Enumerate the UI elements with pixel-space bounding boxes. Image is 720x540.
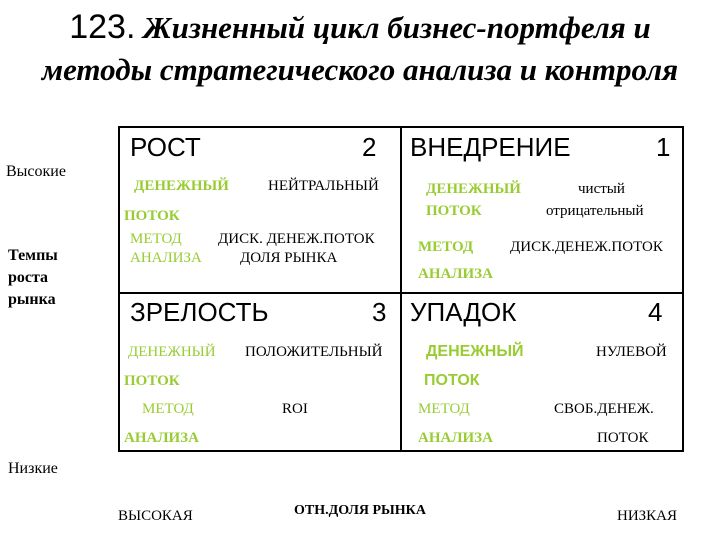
slide-title-line-1 <box>0 8 720 47</box>
growth-cash-flow-value: НЕЙТРАЛЬНЫЙ <box>268 178 379 194</box>
x-axis-title: ОТН.ДОЛЯ РЫНКА <box>294 503 426 518</box>
maturity-method-label-2: АНАЛИЗА <box>124 430 199 446</box>
y-axis-title-line-3: рынка <box>8 291 56 308</box>
maturity-cash-flow-value: ПОЛОЖИТЕЛЬНЫЙ <box>245 344 383 360</box>
maturity-cash-flow-label-1: ДЕНЕЖНЫЙ <box>128 344 216 360</box>
introduction-method-value: ДИСК.ДЕНЕЖ.ПОТОК <box>510 239 663 255</box>
introduction-cash-flow-value-2: отрицательный <box>546 203 644 219</box>
maturity-method-value: ROI <box>282 401 308 417</box>
introduction-method-label-1: МЕТОД <box>418 239 474 255</box>
maturity-cash-flow-label-2: ПОТОК <box>124 373 180 389</box>
x-axis-high-label: ВЫСОКАЯ <box>118 508 193 524</box>
introduction-cash-flow-label-2: ПОТОК <box>426 203 482 219</box>
maturity-method-label-1: МЕТОД <box>142 401 194 417</box>
growth-method-value-1: ДИСК. ДЕНЕЖ.ПОТОК <box>218 231 375 247</box>
y-axis-title <box>8 245 98 311</box>
decline-method-value-1: СВОБ.ДЕНЕЖ. <box>554 401 654 417</box>
growth-cash-flow-label-2: ПОТОК <box>124 208 180 224</box>
quadrant-growth-title: РОСТ <box>130 132 201 162</box>
y-axis-title-line-1: Темпы <box>8 247 58 264</box>
title-text-1: Жизненный цикл бизнес-портфеля и <box>143 10 651 45</box>
quadrant-introduction-title: ВНЕДРЕНИЕ <box>410 132 571 162</box>
decline-cash-flow-label-1: ДЕНЕЖНЫЙ <box>426 343 524 360</box>
introduction-method-label-2: АНАЛИЗА <box>418 266 493 282</box>
x-axis-low-label: НИЗКАЯ <box>617 508 678 524</box>
decline-method-value-2: ПОТОК <box>597 430 649 446</box>
growth-method-label-1: МЕТОД <box>130 231 182 247</box>
quadrant-maturity-number: 3 <box>372 297 387 327</box>
quadrant-decline-title: УПАДОК <box>410 297 517 327</box>
decline-method-label-1: МЕТОД <box>418 401 470 417</box>
y-axis-high-label: Высокие <box>6 163 66 180</box>
growth-method-value-2: ДОЛЯ РЫНКА <box>240 250 338 266</box>
slide-title-line-2: методы стратегического анализа и контроля <box>41 52 679 87</box>
decline-cash-flow-value: НУЛЕВОЙ <box>596 344 667 360</box>
decline-method-label-2: АНАЛИЗА <box>418 430 493 446</box>
growth-cash-flow-label-1: ДЕНЕЖНЫЙ <box>134 178 229 194</box>
y-axis-low-label: Низкие <box>8 460 58 477</box>
introduction-cash-flow-label-1: ДЕНЕЖНЫЙ <box>426 181 521 197</box>
quadrant-decline-number: 4 <box>648 297 663 327</box>
y-axis-title-line-2: роста <box>8 269 49 286</box>
quadrant-growth-number: 2 <box>362 132 377 162</box>
matrix-vertical-divider <box>400 126 402 452</box>
growth-method-label-2: АНАЛИЗА <box>130 250 202 266</box>
quadrant-maturity-title: ЗРЕЛОСТЬ <box>130 297 269 327</box>
quadrant-introduction-number: 1 <box>656 132 671 162</box>
slide-number: 123. <box>69 8 136 46</box>
introduction-cash-flow-value-1: чистый <box>578 181 625 197</box>
decline-cash-flow-label-2: ПОТОК <box>424 372 480 389</box>
matrix-horizontal-divider <box>118 292 684 294</box>
